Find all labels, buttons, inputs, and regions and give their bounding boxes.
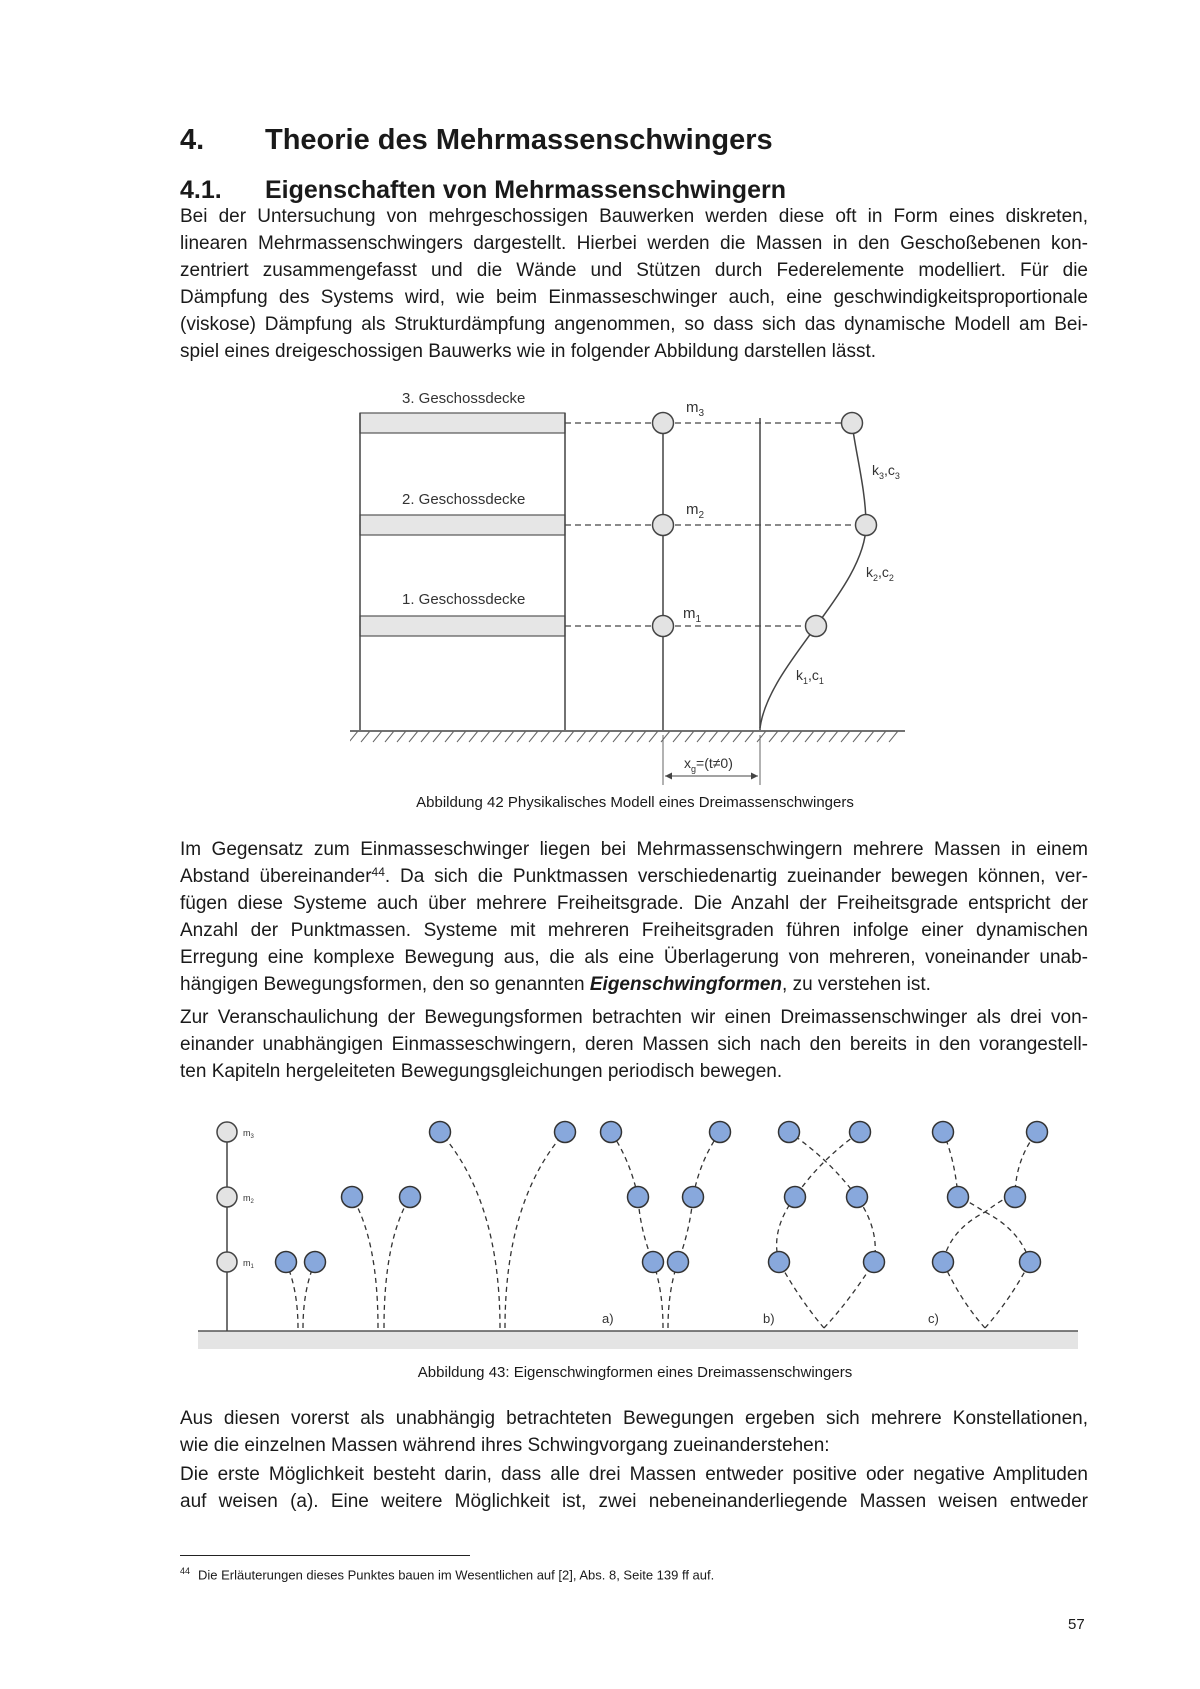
- hatch-stroke: [841, 731, 850, 742]
- figure-caption-43: Abbildung 43: Eigenschwingformen eines Dreimassenschwingers: [417, 1364, 853, 1381]
- deflected-node-1: [806, 616, 827, 637]
- chapter-title: Theorie des Mehrmassenschwingers: [265, 124, 773, 156]
- mode-masses: [276, 1122, 1048, 1273]
- hatch-stroke: [397, 731, 406, 742]
- reference-label-2: $m_2$: [243, 1193, 254, 1205]
- hatch-stroke: [721, 731, 730, 742]
- hatch-stroke: [433, 731, 442, 742]
- mode-mass: [933, 1122, 954, 1143]
- paragraph-intro: [180, 203, 1088, 365]
- page-number: 57: [1068, 1616, 1085, 1633]
- mass-label-1: $m_1$: [683, 605, 702, 625]
- mode-label-a: a): [602, 1311, 614, 1326]
- text-line: Bei der Untersuchung von mehrgeschossigen Bauwerken werden diese oft in Form eines diskreten,: [180, 206, 1088, 227]
- mode-mass: [1005, 1187, 1026, 1208]
- hatch-stroke: [781, 731, 790, 742]
- hatch-stroke: [697, 731, 706, 742]
- hatch-stroke: [577, 731, 586, 742]
- text-line: einander unabhängigen Einmasseschwingern, deren Massen sich nach den bereits in den vorangestell-: [180, 1034, 1088, 1055]
- hatch-stroke: [853, 731, 862, 742]
- hatch-stroke: [517, 731, 526, 742]
- mode-curve: [611, 1132, 663, 1328]
- text-line: Erregung eine komplexe Bewegung aus, die als eine Überlagerung von mehreren, voneinander unab-: [180, 947, 1088, 968]
- hatch-stroke: [350, 731, 358, 742]
- mode-mass: [342, 1187, 363, 1208]
- text-line: linearen Mehrmassenschwingers dargestellt. Hierbei werden die Massen in den Geschoßebenen kon-: [180, 233, 1088, 254]
- ground-hatching: [350, 731, 898, 742]
- hatch-stroke: [601, 731, 610, 742]
- mode-mass: [555, 1122, 576, 1143]
- mode-mass: [683, 1187, 704, 1208]
- mode-mass: [769, 1252, 790, 1273]
- mode-mass: [779, 1122, 800, 1143]
- reference-label-1: $m_1$: [243, 1258, 254, 1270]
- mode-mass: [785, 1187, 806, 1208]
- mass-node-2: [653, 515, 674, 536]
- footnote: [180, 1566, 714, 1582]
- hatch-stroke: [709, 731, 718, 742]
- floor-slab-2: [360, 515, 565, 535]
- arrow-left-icon: [665, 773, 672, 780]
- text-line: Im Gegensatz zum Einmasseschwinger liegen bei Mehrmassenschwingern mehrere Massen in einem: [180, 839, 1088, 860]
- ground-displacement-label: $x_g=(t\ne 0)$: [684, 755, 733, 774]
- text-line: Aus diesen vorerst als unabhängig betrachteten Bewegungen ergeben sich mehrere Konstellationen,: [180, 1408, 1088, 1429]
- mode-mass: [668, 1252, 689, 1273]
- hatch-stroke: [505, 731, 514, 742]
- mode-mass: [305, 1252, 326, 1273]
- mode-curve: [440, 1132, 500, 1328]
- mode-mass: [643, 1252, 664, 1273]
- hatch-stroke: [649, 731, 658, 742]
- hatch-stroke: [805, 731, 814, 742]
- mode-curve: [505, 1132, 565, 1328]
- mode-mass: [847, 1187, 868, 1208]
- mode-curve: [668, 1132, 720, 1328]
- hatch-stroke: [409, 731, 418, 742]
- text-line: Anzahl der Punktmassen. Systeme mit mehreren Freiheitsgraden führen infolge einer dynamischen: [180, 920, 1088, 941]
- mode-mass: [601, 1122, 622, 1143]
- hatch-stroke: [565, 731, 574, 742]
- mode-mass: [864, 1252, 885, 1273]
- mode-curves: [286, 1132, 1037, 1328]
- hatch-stroke: [625, 731, 634, 742]
- hatch-stroke: [361, 731, 370, 742]
- hatch-stroke: [637, 731, 646, 742]
- hatch-stroke: [481, 731, 490, 742]
- mode-label-b: b): [763, 1311, 775, 1326]
- reference-mass-3: [217, 1122, 237, 1142]
- text-line: Die erste Möglichkeit besteht darin, dass alle drei Massen entweder positive oder negative Amplituden: [180, 1464, 1088, 1485]
- mode-curve: [777, 1132, 860, 1328]
- mode-mass: [1020, 1252, 1041, 1273]
- ground-band: [198, 1331, 1078, 1349]
- arrow-right-icon: [751, 773, 758, 780]
- hatch-stroke: [817, 731, 826, 742]
- hatch-stroke: [589, 731, 598, 742]
- text-line: fügen diese Systeme auch über mehrere Freiheitsgrade. Die Anzahl der Freiheitsgrade entspricht der: [180, 893, 1088, 914]
- mode-mass: [948, 1187, 969, 1208]
- mode-mass: [628, 1187, 649, 1208]
- footnote-reference: 44: [371, 865, 385, 879]
- hatch-stroke: [865, 731, 874, 742]
- spring-damper-label-3: $k_3,c_3$: [872, 462, 900, 481]
- deflected-node-2: [856, 515, 877, 536]
- hatch-stroke: [421, 731, 430, 742]
- section-heading: [180, 176, 786, 205]
- hatch-stroke: [829, 731, 838, 742]
- hatch-stroke: [733, 731, 742, 742]
- mode-curve: [943, 1132, 1030, 1328]
- floor-label-3: 3. Geschossdecke: [402, 390, 526, 407]
- chapter-number: 4.: [180, 124, 205, 156]
- hatch-stroke: [469, 731, 478, 742]
- text-line: hängigen Bewegungsformen, den so genannten Eigenschwingformen, zu verstehen ist.: [180, 974, 931, 995]
- reference-mass-2: [217, 1187, 237, 1207]
- footnote-separator: [180, 1555, 470, 1556]
- text-line: Abstand übereinander$^{44}$. Da sich die Punktmassen verschiedenartig zueinander bewegen können, ver-: [180, 865, 1089, 887]
- text-line: Zur Veranschaulichung der Bewegungsformen betrachten wir einen Dreimassenschwinger als drei von-: [180, 1007, 1088, 1028]
- mode-curve: [943, 1132, 1037, 1328]
- section-title: Eigenschaften von Mehrmassenschwingern: [265, 176, 786, 204]
- figure-caption-42: Abbildung 42 Physikalisches Modell eines Dreimassenschwingers: [416, 794, 854, 811]
- mode-mass: [400, 1187, 421, 1208]
- hatch-stroke: [541, 731, 550, 742]
- footnote-text: Die Erläuterungen dieses Punktes bauen im Wesentlichen auf [2], Abs. 8, Seite 139 ff auf.: [198, 1567, 715, 1583]
- reference-label-3: $m_3$: [243, 1128, 254, 1140]
- mass-label-2: $m_2$: [686, 501, 705, 521]
- text-line: ten Kapiteln hergeleiteten Bewegungsgleichungen periodisch bewegen.: [180, 1061, 783, 1082]
- hatch-stroke: [661, 731, 670, 742]
- mode-mass: [430, 1122, 451, 1143]
- paragraph-illustration: [180, 1004, 1088, 1085]
- paragraph-degrees-of-freedom: [180, 836, 1088, 998]
- paragraph-first-possibility: [180, 1461, 1088, 1515]
- hatch-stroke: [673, 731, 682, 742]
- spring-damper-label-2: $k_2,c_2$: [866, 564, 894, 583]
- figure-mode-shapes: [190, 1092, 1080, 1352]
- hatch-stroke: [493, 731, 502, 742]
- text-line: (viskose) Dämpfung als Strukturdämpfung angenommen, so dass sich das dynamische Modell am Bei-: [180, 314, 1088, 335]
- hatch-stroke: [553, 731, 562, 742]
- hatch-stroke: [757, 731, 766, 742]
- floor-label-1: 1. Geschossdecke: [402, 591, 526, 608]
- hatch-stroke: [889, 731, 898, 742]
- hatch-stroke: [613, 731, 622, 742]
- hatch-stroke: [685, 731, 694, 742]
- floor-slab-3: [360, 413, 565, 433]
- text-line: Dämpfung des Systems wird, wie beim Einmasseschwinger auch, eine geschwindigkeitsproportionale: [180, 287, 1088, 308]
- mode-label-c: c): [928, 1311, 939, 1326]
- reference-mass-1: [217, 1252, 237, 1272]
- text-line: zentriert zusammengefasst und die Wände und Stützen durch Federelemente modelliert. Für die: [180, 260, 1088, 281]
- hatch-stroke: [529, 731, 538, 742]
- footnote-mark: 44: [180, 1566, 191, 1576]
- mode-mass: [933, 1252, 954, 1273]
- mode-curve: [352, 1197, 378, 1328]
- mass-node-1: [653, 616, 674, 637]
- hatch-stroke: [877, 731, 886, 742]
- mass-label-3: $m_3$: [686, 399, 705, 419]
- mode-mass: [276, 1252, 297, 1273]
- hatch-stroke: [745, 731, 754, 742]
- chapter-heading: [180, 124, 773, 157]
- mode-mass: [710, 1122, 731, 1143]
- floor-slab-1: [360, 616, 565, 636]
- mode-mass: [1027, 1122, 1048, 1143]
- emphasis-term: Eigenschwingformen: [589, 974, 783, 995]
- spring-damper-label-1: $k_1,c_1$: [796, 667, 824, 686]
- hatch-stroke: [385, 731, 394, 742]
- floor-label-2: 2. Geschossdecke: [402, 491, 526, 508]
- mode-curve: [384, 1197, 410, 1328]
- text-line: auf weisen (a). Eine weitere Möglichkeit ist, zwei nebeneinanderliegende Massen weisen entweder: [180, 1491, 1088, 1512]
- mode-mass: [850, 1122, 871, 1143]
- text-line: wie die einzelnen Massen während ihres Schwingvorgang zueinanderstehen:: [180, 1435, 830, 1456]
- mass-node-3: [653, 413, 674, 434]
- hatch-stroke: [373, 731, 382, 742]
- hatch-stroke: [457, 731, 466, 742]
- section-number: 4.1.: [180, 176, 222, 204]
- figure-physical-model: [350, 384, 920, 794]
- paragraph-constellations: [180, 1405, 1088, 1459]
- hatch-stroke: [769, 731, 778, 742]
- deflected-node-3: [842, 413, 863, 434]
- text-line: spiel eines dreigeschossigen Bauwerks wie in folgender Abbildung darstellen lässt.: [180, 341, 877, 362]
- hatch-stroke: [793, 731, 802, 742]
- hatch-stroke: [445, 731, 454, 742]
